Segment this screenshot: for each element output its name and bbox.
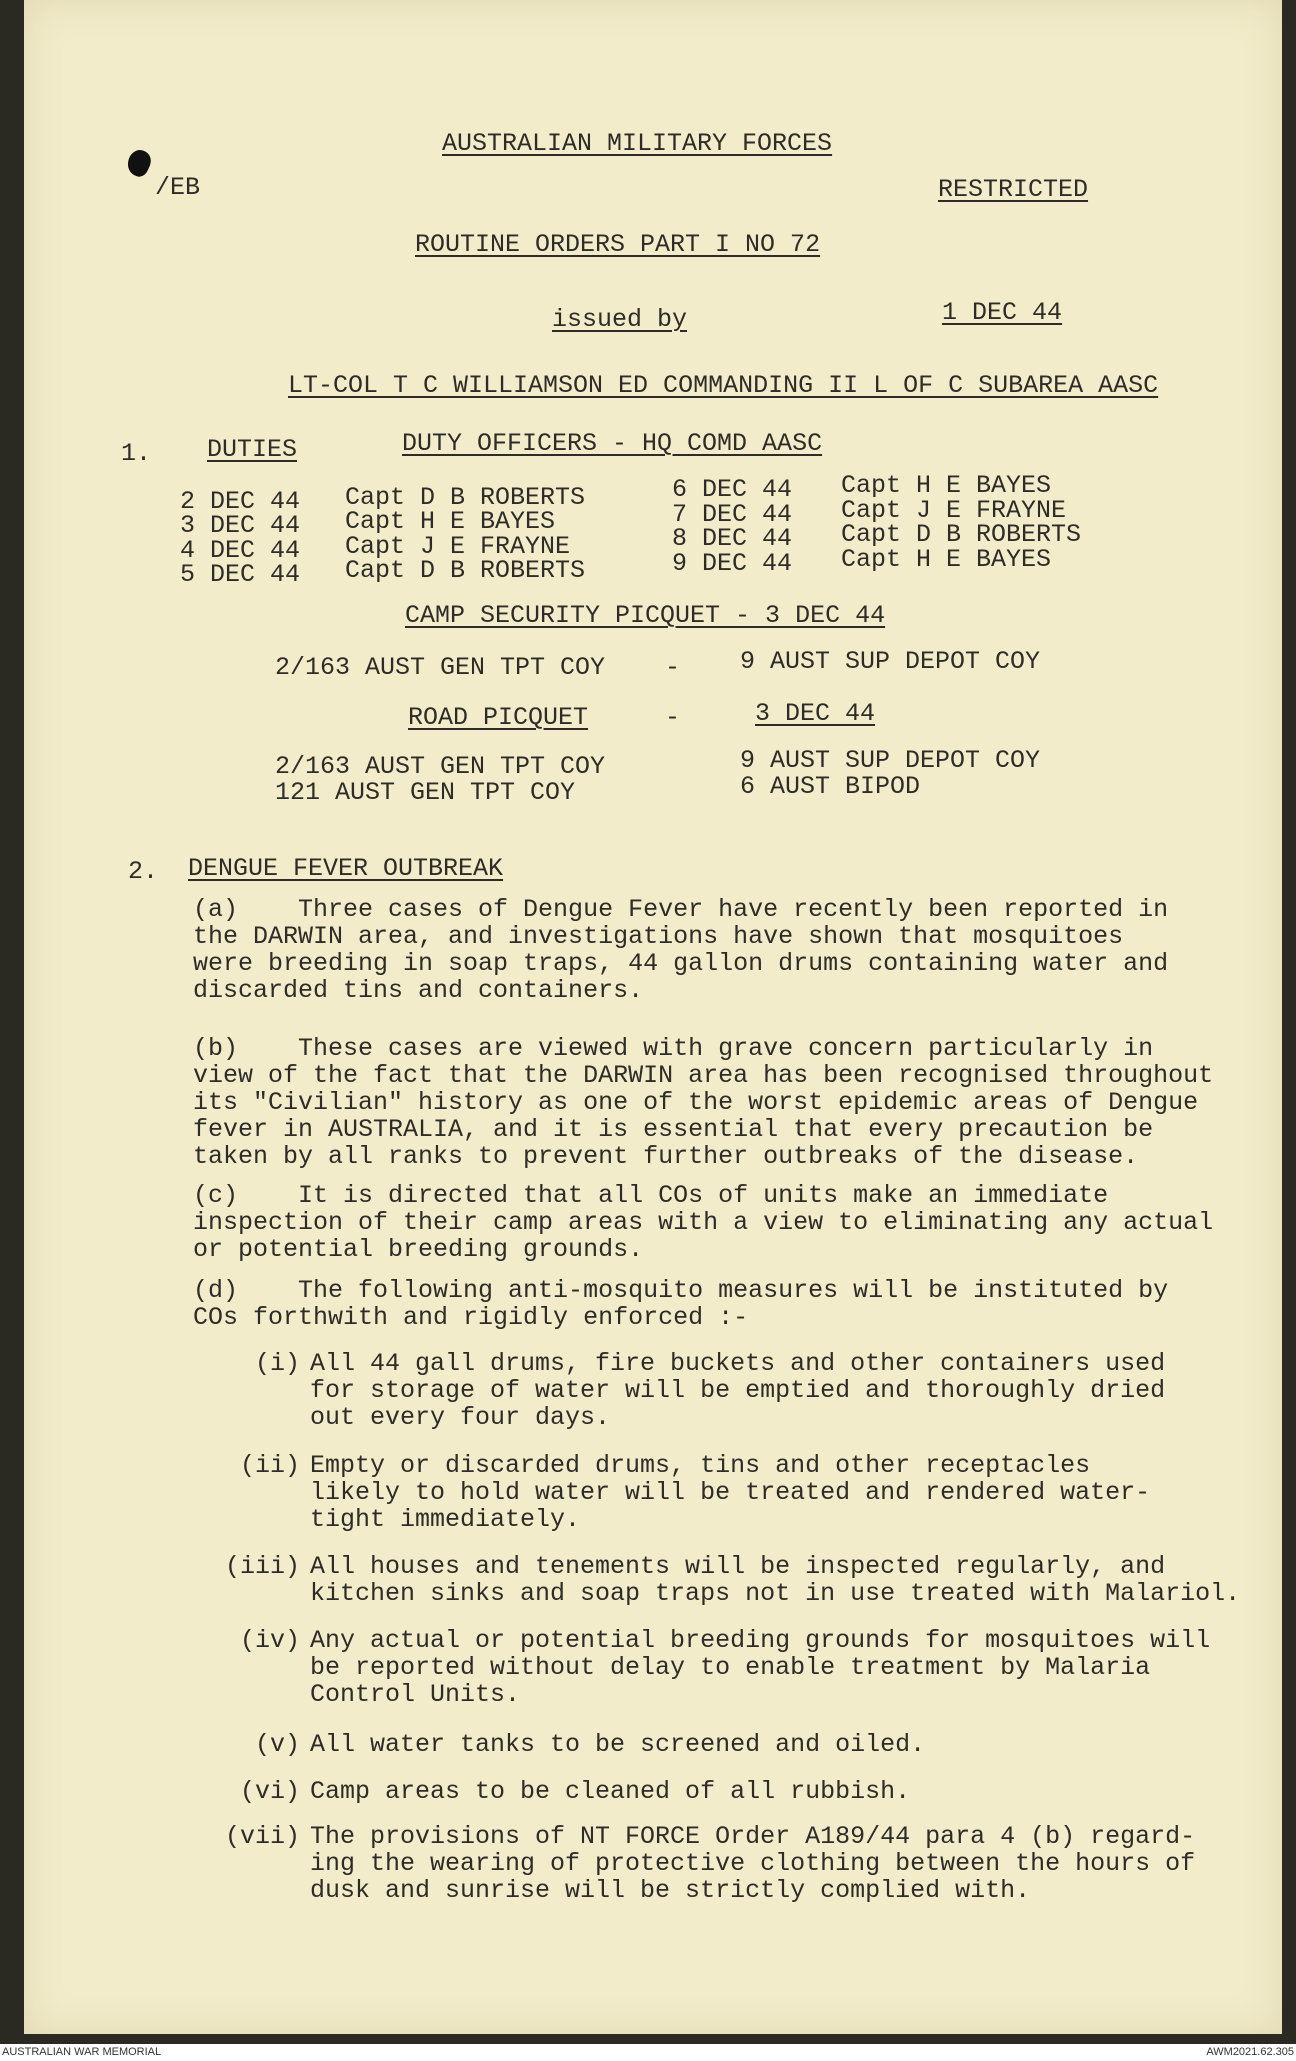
- paragraph-a-line: discarded tins and containers.: [193, 976, 644, 1005]
- duty-date: 4 DEC 44: [180, 536, 301, 565]
- duty-officer: Capt D B ROBERTS: [345, 556, 586, 585]
- road-picquet-unit: 9 AUST SUP DEPOT COY: [740, 746, 1041, 775]
- footer-source: AUSTRALIAN WAR MEMORIAL: [2, 2046, 162, 2058]
- duty-officer: Capt D B ROBERTS: [345, 483, 586, 512]
- measure-line: Any actual or potential breeding grounds for mosquitoes will: [310, 1626, 1211, 1655]
- measure-line: out every four days.: [310, 1403, 611, 1432]
- duty-officer: Capt J E FRAYNE: [841, 496, 1067, 525]
- measure-line: dusk and sunrise will be strictly complied with.: [310, 1876, 1031, 1905]
- road-picquet-date: 3 DEC 44: [755, 699, 876, 728]
- footer: [0, 2044, 1296, 2061]
- measure-line: Control Units.: [310, 1680, 521, 1709]
- measure-line: Camp areas to be cleaned of all rubbish.: [310, 1777, 911, 1806]
- measure-line: All 44 gall drums, fire buckets and other containers used: [310, 1349, 1166, 1378]
- camp-picquet-unit-2: 9 AUST SUP DEPOT COY: [740, 647, 1041, 676]
- paragraph-b-line: its "Civilian" history as one of the worst epidemic areas of Dengue: [193, 1088, 1199, 1117]
- section-number: 2.: [128, 857, 159, 886]
- measure-line: All water tanks to be screened and oiled.: [310, 1730, 926, 1759]
- classification: RESTRICTED: [938, 175, 1089, 204]
- paragraph-d-line: COs forthwith and rigidly enforced :-: [193, 1303, 749, 1332]
- measure-line: tight immediately.: [310, 1505, 581, 1534]
- section-heading: DUTIES: [207, 435, 298, 464]
- measure-line: be reported without delay to enable treatment by Malaria: [310, 1653, 1151, 1682]
- measure-line: likely to hold water will be treated and rendered water-: [310, 1478, 1151, 1507]
- duty-date: 8 DEC 44: [672, 524, 793, 553]
- paragraph-b-line: taken by all ranks to prevent further outbreaks of the disease.: [193, 1142, 1139, 1171]
- duty-officer: Capt D B ROBERTS: [841, 520, 1082, 549]
- duty-date: 2 DEC 44: [180, 487, 301, 516]
- reference: /EB: [155, 173, 201, 202]
- org-title: AUSTRALIAN MILITARY FORCES: [442, 129, 833, 158]
- footer-accession: AWM2021.62.305: [1206, 2046, 1294, 2058]
- road-picquet-unit: 6 AUST BIPOD: [740, 772, 921, 801]
- measure-label: (vii): [224, 1822, 300, 1851]
- measure-label: (v): [254, 1730, 300, 1759]
- measure-line: for storage of water will be emptied and thoroughly dried: [310, 1376, 1166, 1405]
- measure-label: (iv): [239, 1626, 300, 1655]
- road-picquet-unit: 121 AUST GEN TPT COY: [275, 778, 576, 807]
- paragraph-c-line: or potential breeding grounds.: [193, 1235, 644, 1264]
- document-title: ROUTINE ORDERS PART I NO 72: [415, 230, 821, 259]
- duty-officer: Capt H E BAYES: [841, 471, 1052, 500]
- duty-date: 9 DEC 44: [672, 549, 793, 578]
- measure-label: (i): [254, 1349, 300, 1378]
- issued-by: issued by: [552, 305, 688, 334]
- duty-officer: Capt J E FRAYNE: [345, 532, 571, 561]
- measure-label: (ii): [239, 1451, 300, 1480]
- section-number: 1.: [121, 439, 152, 468]
- paragraph-a-line: the DARWIN area, and investigations have shown that mosquitoes: [193, 922, 1124, 951]
- measure-label: (vi): [239, 1777, 300, 1806]
- camp-picquet-heading: CAMP SECURITY PICQUET - 3 DEC 44: [405, 601, 886, 630]
- paragraph-b-line: fever in AUSTRALIA, and it is essential that every precaution be: [193, 1115, 1154, 1144]
- paragraph-b-line: (b) These cases are viewed with grave concern particularly in: [193, 1034, 1154, 1063]
- measure-line: The provisions of NT FORCE Order A189/44 para 4 (b) regard-: [310, 1822, 1196, 1851]
- duty-date: 7 DEC 44: [672, 500, 793, 529]
- dash: -: [665, 653, 681, 682]
- measure-line: ing the wearing of protective clothing between the hours of: [310, 1849, 1196, 1878]
- camp-picquet-unit-1: 2/163 AUST GEN TPT COY: [275, 653, 606, 682]
- duty-officer: Capt H E BAYES: [345, 507, 556, 536]
- duty-date: 3 DEC 44: [180, 511, 301, 540]
- measure-line: kitchen sinks and soap traps not in use treated with Malariol.: [310, 1579, 1241, 1608]
- measure-label: (iii): [224, 1552, 300, 1581]
- section-heading: DENGUE FEVER OUTBREAK: [188, 854, 504, 883]
- commander: LT-COL T C WILLIAMSON ED COMMANDING II L OF C SUBAREA AASC: [288, 371, 1159, 400]
- duty-date: 5 DEC 44: [180, 560, 301, 589]
- paragraph-c-line: (c) It is directed that all COs of units make an immediate: [193, 1181, 1109, 1210]
- paragraph-a-line: were breeding in soap traps, 44 gallon drums containing water and: [193, 949, 1169, 978]
- road-picquet-heading: ROAD PICQUET: [408, 703, 589, 732]
- duty-date: 6 DEC 44: [672, 475, 793, 504]
- road-picquet-unit: 2/163 AUST GEN TPT COY: [275, 752, 606, 781]
- measure-line: Empty or discarded drums, tins and other receptacles: [310, 1451, 1091, 1480]
- paragraph-a-line: (a) Three cases of Dengue Fever have recently been reported in: [193, 895, 1169, 924]
- dash: -: [665, 703, 681, 732]
- duty-officer: Capt H E BAYES: [841, 545, 1052, 574]
- measure-line: All houses and tenements will be inspected regularly, and: [310, 1552, 1166, 1581]
- paragraph-d-line: (d) The following anti-mosquito measures will be instituted by: [193, 1276, 1169, 1305]
- issue-date: 1 DEC 44: [942, 298, 1063, 327]
- paragraph-b-line: view of the fact that the DARWIN area has been recognised throughout: [193, 1061, 1214, 1090]
- paragraph-c-line: inspection of their camp areas with a view to eliminating any actual: [193, 1208, 1214, 1237]
- duty-officers-heading: DUTY OFFICERS - HQ COMD AASC: [402, 429, 823, 458]
